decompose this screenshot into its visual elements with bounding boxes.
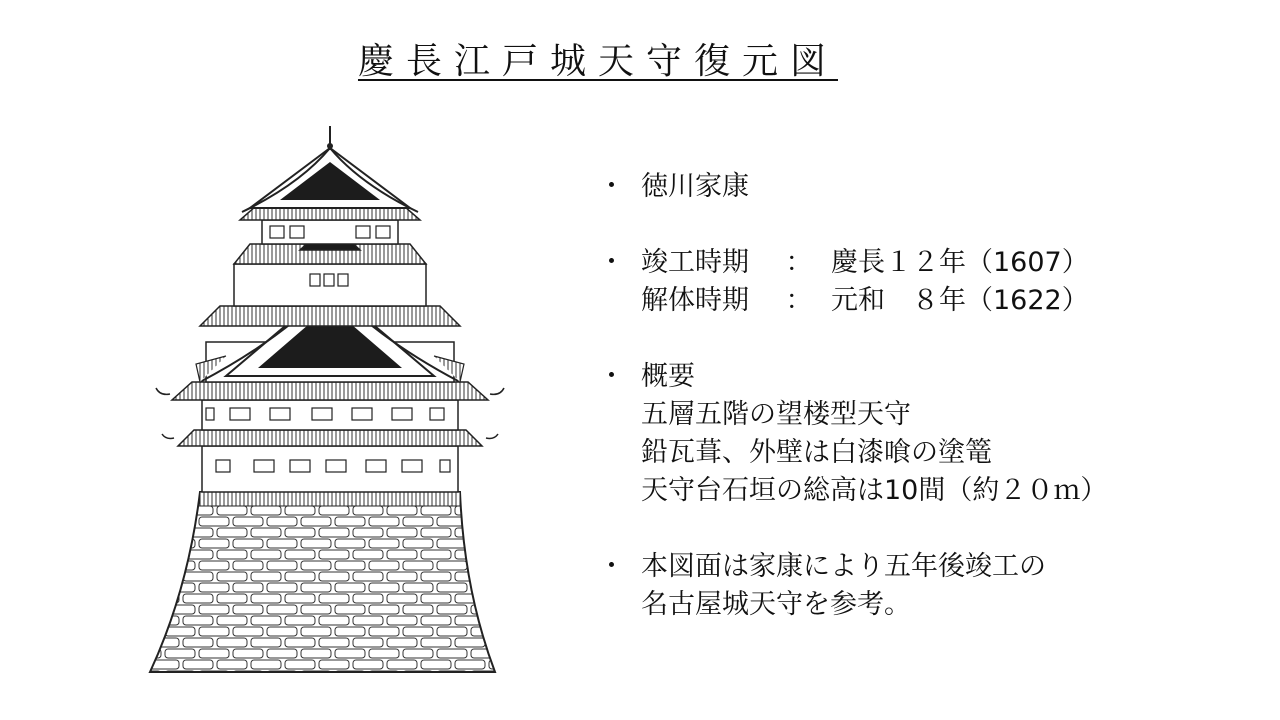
title-text: 慶長江戸城天守復元図 xyxy=(357,41,838,82)
bullet-marker: ・ xyxy=(598,171,625,202)
bullet-marker: ・ xyxy=(598,551,625,582)
dates-bullet xyxy=(598,244,1238,320)
note-line: 名古屋城天守を参考。 xyxy=(641,589,911,620)
demolition-separator: ： xyxy=(785,285,813,316)
demolition-value: 元和 ８年（1622） xyxy=(831,285,1089,316)
castle-keep-illustration xyxy=(130,120,510,680)
completion-value: 慶長１２年（1607） xyxy=(831,247,1089,278)
demolition-date-row xyxy=(641,282,1238,320)
second-floor-wall xyxy=(202,400,458,430)
note-line: 本図面は家康により五年後竣工の xyxy=(641,551,1046,582)
top-floor xyxy=(262,220,398,244)
bullet-marker: ・ xyxy=(598,361,625,392)
builder-text: 徳川家康 xyxy=(641,171,749,202)
info-panel xyxy=(598,168,1238,624)
completion-date-row xyxy=(641,244,1238,282)
completion-separator: ： xyxy=(785,247,813,278)
overview-line: 天守台石垣の総高は10間（約２０ｍ） xyxy=(641,475,1108,506)
overview-line: 五層五階の望楼型天守 xyxy=(641,399,911,430)
completion-label: 竣工時期 xyxy=(641,247,749,278)
bullet-marker: ・ xyxy=(598,247,625,278)
first-floor-wall xyxy=(202,446,458,492)
top-roof xyxy=(240,126,420,220)
second-roof xyxy=(156,382,504,400)
overview-heading: 概要 xyxy=(641,361,695,392)
slide-title xyxy=(0,40,1196,84)
note-bullet xyxy=(598,548,1238,624)
stone-base xyxy=(150,492,495,672)
demolition-label: 解体時期 xyxy=(641,285,749,316)
overview-bullet xyxy=(598,358,1238,510)
overview-line: 鉛瓦葺、外壁は白漆喰の塗篭 xyxy=(641,437,992,468)
builder-bullet xyxy=(598,168,1238,206)
first-roof xyxy=(162,430,498,446)
